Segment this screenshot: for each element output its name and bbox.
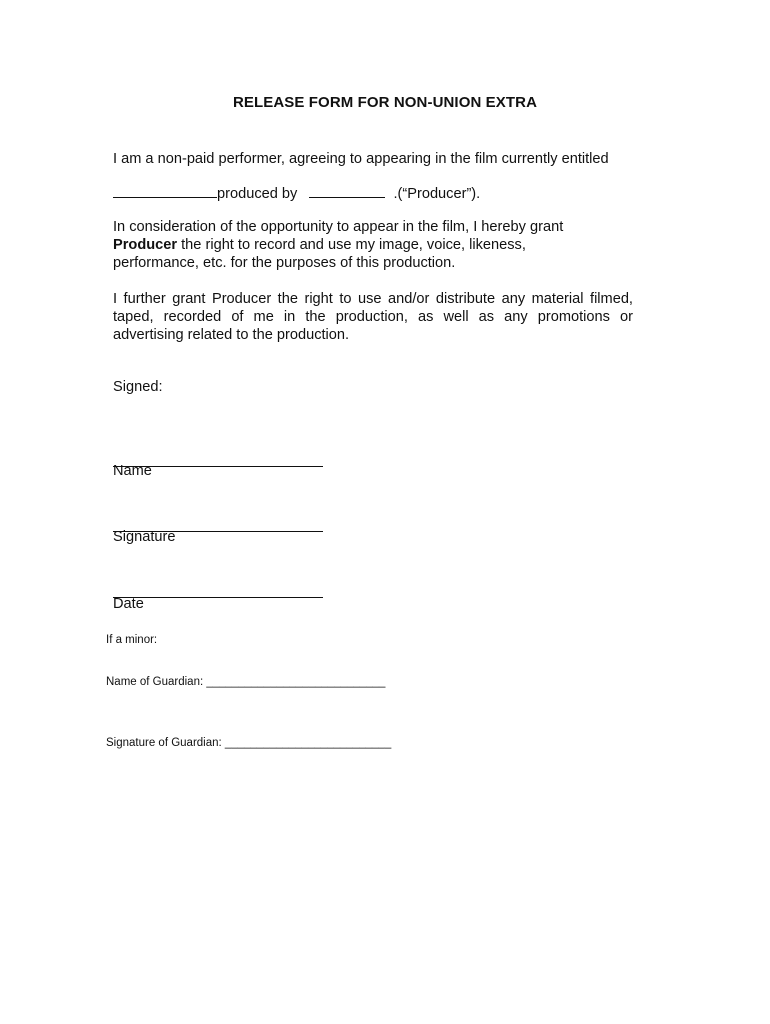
- intro-line-1: [113, 150, 633, 168]
- signature-label: Signature: [113, 529, 176, 545]
- distribution-text: I further grant Producer the right to use and/or distribute any material filmed, taped, recorded of me in the production, as well as any promotions or advertising related to the production.: [113, 291, 633, 343]
- date-line[interactable]: [113, 597, 323, 598]
- intro-line-2: [113, 183, 633, 203]
- intro-text-1: I am a non-paid performer, agreeing to appearing in the film currently entitled: [113, 151, 609, 167]
- produced-by-text: produced by: [217, 186, 298, 202]
- producer-quote-text: .(“Producer”).: [393, 186, 481, 202]
- film-title-blank[interactable]: [113, 183, 217, 198]
- guardian-signature-field[interactable]: __________________________: [224, 737, 392, 749]
- distribution-paragraph: [113, 290, 633, 344]
- guardian-name-label: Name of Guardian:: [106, 676, 204, 688]
- signed-label: Signed:: [113, 379, 163, 395]
- guardian-signature-label: Signature of Guardian:: [106, 737, 222, 749]
- consideration-text-a: In consideration of the opportunity to appear in the film, I hereby grant: [113, 219, 564, 235]
- guardian-name-row: [106, 676, 385, 688]
- document-title: RELEASE FORM FOR NON-UNION EXTRA: [232, 94, 538, 111]
- producer-bold-text: Producer: [113, 237, 178, 253]
- date-label: Date: [113, 596, 144, 612]
- name-label: Name: [113, 463, 152, 479]
- producer-name-blank[interactable]: [309, 183, 385, 198]
- guardian-name-field[interactable]: ____________________________: [206, 676, 386, 688]
- guardian-signature-row: [106, 737, 391, 749]
- minor-label: If a minor:: [106, 634, 158, 646]
- consideration-text-b: the right to record and use my image, voice, likeness, performance, etc. for the purposes of this production.: [113, 237, 526, 271]
- consideration-paragraph: [113, 218, 593, 272]
